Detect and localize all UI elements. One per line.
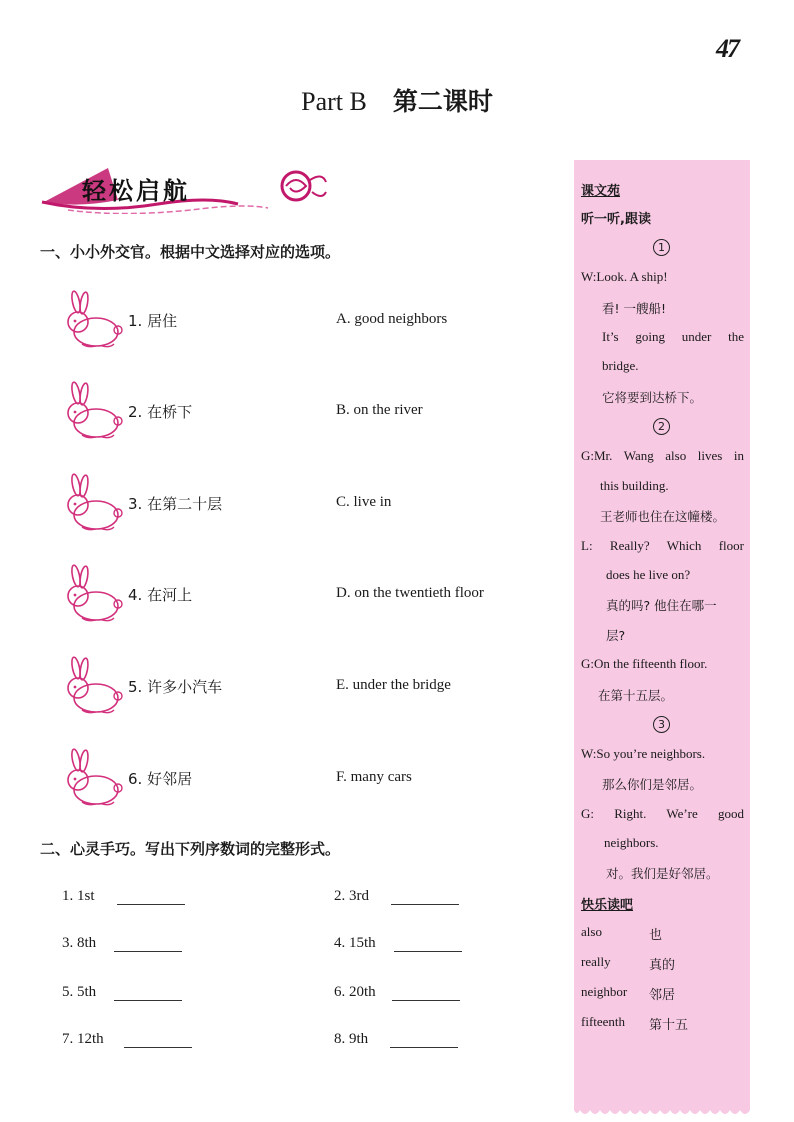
dialogue-line: 那么你们是邻居。 <box>602 777 703 792</box>
fill-label: 2. 3rd <box>334 888 369 904</box>
section1-heading: 一、小小外交官。根据中文选择对应的选项。 <box>40 243 341 261</box>
match-en: F. many cars <box>336 769 412 785</box>
match-en: A. good neighbors <box>336 311 448 327</box>
fill-label: 8. 9th <box>334 1031 369 1047</box>
dialogue-line: 看! 一艘船! <box>602 301 666 316</box>
dialogue-line: 层? <box>606 628 626 643</box>
vocab-cn: 邻居 <box>649 988 676 1003</box>
match-en: E. under the bridge <box>336 677 451 693</box>
match-cn: 3. 在第二十层 <box>128 495 223 513</box>
match-row <box>62 290 532 354</box>
answer-blank[interactable] <box>117 890 185 905</box>
dialogue-line: 它将要到达桥下。 <box>602 390 703 405</box>
vocab-en: fifteenth <box>581 1014 626 1029</box>
vocab-en: neighbor <box>581 984 628 999</box>
dialogue-number: 1 <box>653 238 670 256</box>
match-row <box>62 564 532 628</box>
sidebar-title: 课文苑 <box>581 184 621 199</box>
answer-blank[interactable] <box>394 937 462 952</box>
rabbit-icon <box>62 748 128 812</box>
answer-blank[interactable] <box>114 986 182 1001</box>
fill-label: 6. 20th <box>334 984 376 1000</box>
match-cn: 4. 在河上 <box>128 586 193 604</box>
match-row <box>62 656 532 720</box>
dialogue-line: 对。我们是好邻居。 <box>606 866 719 881</box>
fill-label: 3. 8th <box>62 935 97 951</box>
match-row <box>62 748 532 812</box>
rabbit-icon <box>62 381 128 445</box>
vocab-en: also <box>581 924 602 939</box>
fill-item <box>62 935 182 952</box>
vocab-title: 快乐读吧 <box>581 898 634 913</box>
dialogue-line: neighbors. <box>604 835 659 850</box>
sidebar-wave-edge <box>574 1104 750 1120</box>
match-en: C. live in <box>336 494 392 510</box>
dialogue-line: does he live on? <box>606 567 691 582</box>
dialogue-line: L: Really? Which floor <box>581 538 744 553</box>
answer-blank[interactable] <box>390 1033 458 1048</box>
fill-label: 5. 5th <box>62 984 97 1000</box>
answer-blank[interactable] <box>114 937 182 952</box>
dialogue-number: 2 <box>653 417 670 435</box>
banner-title: 轻松启航 <box>82 177 190 205</box>
match-row <box>62 473 532 537</box>
answer-blank[interactable] <box>124 1033 192 1048</box>
fill-item <box>62 888 185 905</box>
dialogue-line: 在第十五层。 <box>598 688 674 703</box>
dialogue-line: 王老师也住在这幢楼。 <box>600 509 726 524</box>
dialogue-line: this building. <box>600 478 669 493</box>
match-cn: 2. 在桥下 <box>128 403 193 421</box>
vocab-en: really <box>581 954 611 969</box>
match-en: B. on the river <box>336 402 423 418</box>
fill-item <box>334 935 462 952</box>
sidebar-subtitle: 听一听,跟读 <box>581 212 651 227</box>
rabbit-icon <box>62 564 128 628</box>
match-row <box>62 381 532 445</box>
match-en: D. on the twentieth floor <box>336 585 484 601</box>
title-cn: 第二课时 <box>392 87 493 116</box>
dialogue-line: W:Look. A ship! <box>581 269 668 284</box>
fill-item <box>334 888 459 905</box>
fill-item <box>334 984 460 1001</box>
fill-item <box>62 984 182 1001</box>
title-en: Part B <box>301 87 367 116</box>
match-cn: 5. 许多小汽车 <box>128 678 223 696</box>
fill-item <box>62 1031 192 1048</box>
vocab-cn: 真的 <box>649 958 676 973</box>
dialogue-line: G:Mr. Wang also lives in <box>581 448 744 463</box>
dialogue-line: bridge. <box>602 358 639 373</box>
rabbit-icon <box>62 290 128 354</box>
answer-blank[interactable] <box>392 986 460 1001</box>
dialogue-line: G: Right. We’re good <box>581 806 744 821</box>
page-number: 47 <box>716 34 738 63</box>
dialogue-line: W:So you’re neighbors. <box>581 746 706 761</box>
answer-blank[interactable] <box>391 890 459 905</box>
vocab-cn: 第十五 <box>649 1018 689 1033</box>
dialogue-line: G:On the fifteenth floor. <box>581 656 708 671</box>
section2-heading: 二、心灵手巧。写出下列序数词的完整形式。 <box>40 840 341 858</box>
page-title <box>0 82 794 118</box>
rabbit-icon <box>62 473 128 537</box>
vocab-cn: 也 <box>649 928 663 943</box>
fill-label: 4. 15th <box>334 935 376 951</box>
fill-label: 7. 12th <box>62 1031 104 1047</box>
dialogue-line: It’s going under the <box>602 329 744 344</box>
fill-item <box>334 1031 458 1048</box>
fill-label: 1. 1st <box>62 888 95 904</box>
rabbit-icon <box>62 656 128 720</box>
dialogue-line: 真的吗? 他住在哪一 <box>606 598 717 613</box>
match-cn: 1. 居住 <box>128 312 178 330</box>
dialogue-number: 3 <box>653 715 670 733</box>
match-cn: 6. 好邻居 <box>128 770 193 788</box>
